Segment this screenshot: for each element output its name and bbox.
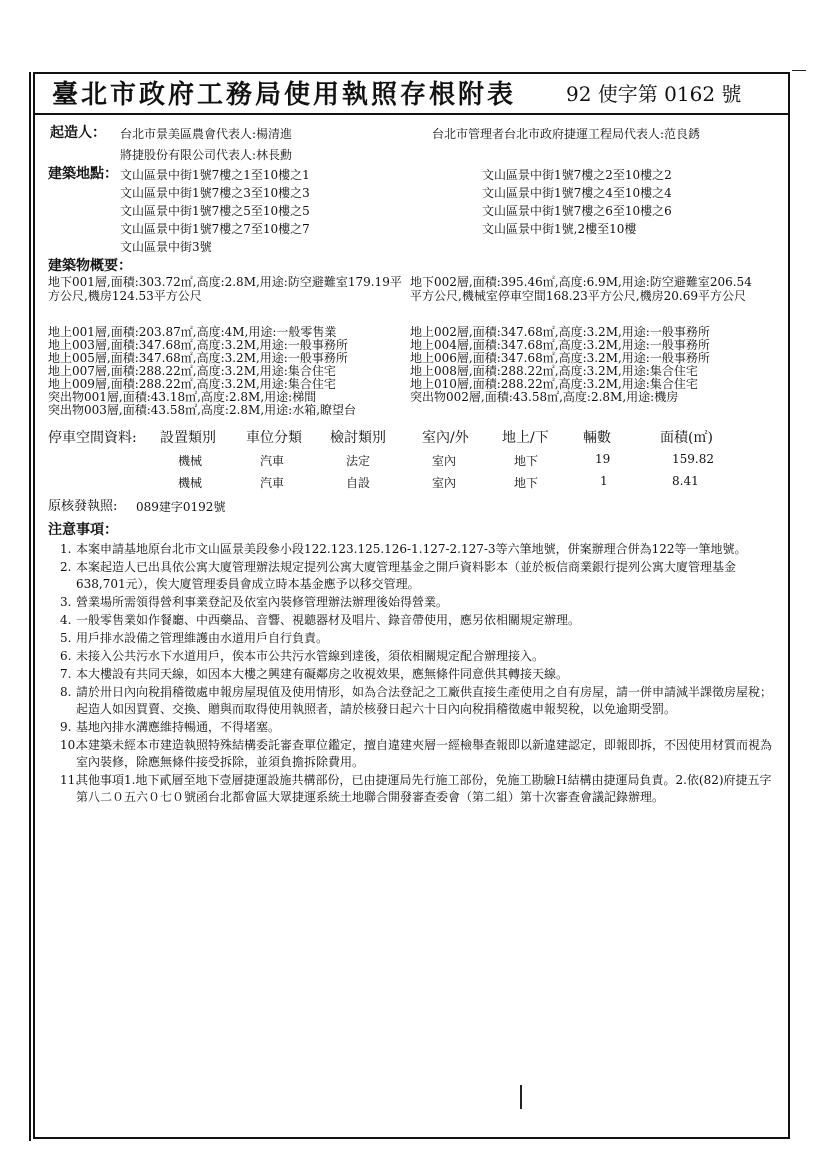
parking-cell: 自設 — [346, 476, 371, 490]
note-number: 3. — [60, 595, 72, 609]
floor-right-line: 地上008層,面積:288.22㎡,高度:3.2M,用途:集合住宅 — [410, 364, 698, 378]
original-permit-value: 089建字0192號 — [136, 500, 226, 514]
note-text: 其他事項1.地下貳層至地下壹層捷運設施共構部份，已由捷運局先行施工部份，免施工勘驗Ｈ結構由捷運局負責。2.依(82)府捷五字第八二０五六０七０號函台北都會區大眾捷運系統土地聯合開發審查委會（第二組）第十次審查會議記錄辦理。 — [76, 773, 772, 804]
list-item — [60, 684, 780, 718]
list-item — [60, 719, 780, 736]
floor-left-line: 地上007層,面積:288.22㎡,高度:3.2M,用途:集合住宅 — [48, 364, 336, 378]
parking-col-header: 地上/下 — [502, 430, 549, 446]
site-right-line: 文山區景中街1號,2樓至10樓 — [482, 222, 637, 236]
applicant-left-1: 台北市景美區農會代表人:楊清進 — [120, 127, 293, 141]
parking-cell: 19 — [595, 452, 611, 466]
parking-cell: 機械 — [178, 476, 203, 490]
list-item — [60, 630, 780, 647]
note-text: 本案起造人已出具依公寓大廈管理辦法規定提列公寓大廈管理基金之開戶資料影本（並於板信商業銀行提列公寓大廈管理基金638,701元），俟大廈管理委員會成立時本基金應予以移交管理。 — [76, 560, 737, 591]
note-text: 本案申請基地原台北市文山區景美段參小段122.123.125.126-1.127-2.127-3等六筆地號，併案辦理合併為122等一筆地號。 — [76, 542, 747, 556]
parking-cell: 1 — [600, 474, 608, 488]
parking-col-header: 面積(㎡) — [660, 430, 713, 446]
header-rule — [33, 113, 790, 115]
parking-cell: 汽車 — [260, 454, 285, 468]
floor-left-line: 地上009層,面積:288.22㎡,高度:3.2M,用途:集合住宅 — [48, 377, 336, 391]
original-permit-label: 原核發執照: — [48, 499, 118, 514]
floor-right-line: 地上002層,面積:347.68㎡,高度:3.2M,用途:一般事務所 — [410, 325, 710, 339]
floor-left-line: 地上005層,面積:347.68㎡,高度:3.2M,用途:一般事務所 — [48, 351, 348, 365]
note-text: 請於卅日內向稅捐稽徵處申報房屋現值及使用情形，如為合法登記之工廠供直接生產使用之自有房屋，請一併申請減半課徵房屋稅；起造人如因買賣、交換、贈與而取得使用執照者，請於核發日起六十日內向稅捐稽徵處申報契稅，以免逾期受罰。 — [76, 685, 773, 716]
site-right-line: 文山區景中街1號7樓之4至10樓之4 — [482, 186, 672, 200]
applicant-label: 起造人： — [50, 125, 106, 141]
parking-col-header: 檢討類別 — [330, 430, 386, 446]
floor-left-line: 地上001層,面積:203.87㎡,高度:4M,用途:一般零售業 — [48, 325, 337, 339]
note-text: 營業場所需領得營利事業登記及依室內裝修管理辦法辦理後始得營業。 — [76, 595, 449, 609]
basement-2-desc: 地下002層,面積:395.46㎡,高度:6.9M,用途:防空避難室206.54平方公尺,機械室停車空間168.23平方公尺,機房20.69平方公尺 — [410, 275, 752, 303]
list-item — [60, 559, 780, 593]
border-double-line — [29, 72, 31, 1141]
parking-cell: 8.41 — [672, 474, 699, 488]
parking-header-label: 停車空間資料: — [48, 430, 137, 446]
note-text: 未接入公共污水下水道用戶，俟本市公共污水管線到達後，須依相關規定配合辦理接入。 — [76, 649, 545, 663]
list-item — [60, 772, 780, 806]
document-title: 臺北市政府工務局使用執照存根附表 — [52, 80, 517, 110]
floor-right-line: 地上010層,面積:288.22㎡,高度:3.2M,用途:集合住宅 — [410, 377, 698, 391]
parking-cell: 159.82 — [672, 452, 714, 466]
note-number: 6. — [60, 649, 72, 663]
site-left-line: 文山區景中街1號7樓之5至10樓之5 — [120, 204, 310, 218]
notes-list — [60, 541, 780, 807]
site-left-line: 文山區景中街1號7樓之1至10樓之1 — [120, 168, 310, 182]
list-item — [60, 541, 780, 558]
parking-cell: 室內 — [432, 454, 457, 468]
note-text: 一般零售業如作餐廳、中西藥品、音響、視聽器材及唱片、錄音帶使用，應另依相關規定辦理。 — [76, 613, 581, 627]
scan-artifact — [792, 70, 806, 71]
applicant-right-1: 台北市管理者台北市政府捷運工程局代表人:范良銹 — [432, 127, 701, 141]
floor-right-line: 突出物002層,面積:43.58㎡,高度:2.8M,用途:機房 — [410, 390, 679, 404]
note-text: 本大樓設有共同天線，如因本大樓之興建有礙鄰房之收視效果，應無條件同意供其轉接天線。 — [76, 667, 569, 681]
site-left-line: 文山區景中街1號7樓之3至10樓之3 — [120, 186, 310, 200]
list-item — [60, 737, 780, 771]
site-label: 建築地點： — [48, 166, 118, 182]
note-text: 基地內排水溝應維持暢通，不得堵塞。 — [76, 720, 281, 734]
note-number: 11. — [60, 773, 80, 787]
parking-col-header: 設置類別 — [160, 430, 216, 446]
note-number: 1. — [60, 542, 72, 556]
list-item — [60, 648, 780, 665]
applicant-left-2: 將捷股份有限公司代表人:林長勳 — [120, 148, 293, 162]
floor-left-line: 地上003層,面積:347.68㎡,高度:3.2M,用途:一般事務所 — [48, 338, 348, 352]
parking-cell: 室內 — [432, 476, 457, 490]
parking-col-header: 輛數 — [583, 430, 611, 446]
note-number: 8. — [60, 685, 72, 699]
note-number: 5. — [60, 631, 72, 645]
note-number: 10. — [60, 738, 80, 752]
notes-label: 注意事項： — [48, 522, 118, 538]
list-item — [60, 612, 780, 629]
parking-cell: 汽車 — [260, 476, 285, 490]
floor-right-line: 地上006層,面積:347.68㎡,高度:3.2M,用途:一般事務所 — [410, 351, 710, 365]
note-number: 9. — [60, 720, 72, 734]
site-left-line: 文山區景中街1號7樓之7至10樓之7 — [120, 222, 310, 236]
parking-cell: 法定 — [346, 454, 371, 468]
note-text: 用戶排水設備之管理維護由水道用戶自行負責。 — [76, 631, 329, 645]
site-right-line: 文山區景中街1號7樓之6至10樓之6 — [482, 204, 672, 218]
note-text: 本建築未經本市建造執照特殊結構委託審查單位鑑定，擅自違建夾層一經檢舉查報即以新違建認定，即報即拆，不因使用材質而視為室內裝修，除應無條件接受拆除，並須負擔拆除費用。 — [76, 738, 773, 769]
basement-1-desc: 地下001層,面積:303.72㎡,高度:2.8M,用途:防空避難室179.19平方公尺,機房124.53平方公尺 — [48, 275, 402, 303]
parking-cell: 機械 — [178, 454, 203, 468]
parking-cell: 地下 — [514, 454, 539, 468]
floor-left-line: 突出物003層,面積:43.58㎡,高度:2.8M,用途:水箱,瞭望台 — [48, 403, 357, 417]
site-left-line: 文山區景中街3號 — [120, 240, 212, 254]
parking-col-header: 車位分類 — [246, 430, 302, 446]
overview-label: 建築物概要： — [48, 258, 132, 274]
parking-cell: 地下 — [514, 476, 539, 490]
parking-col-header: 室內/外 — [422, 430, 469, 446]
floor-left-line: 突出物001層,面積:43.18㎡,高度:2.8M,用途:梯間 — [48, 390, 317, 404]
floor-right-line: 地上004層,面積:347.68㎡,高度:3.2M,用途:一般事務所 — [410, 338, 710, 352]
note-number: 7. — [60, 667, 72, 681]
scan-artifact — [520, 1085, 522, 1109]
note-number: 4. — [60, 613, 72, 627]
list-item — [60, 666, 780, 683]
site-right-line: 文山區景中街1號7樓之2至10樓之2 — [482, 168, 672, 182]
note-number: 2. — [60, 560, 72, 574]
list-item — [60, 594, 780, 611]
permit-number: 92 使字第 0162 號 — [566, 82, 742, 106]
